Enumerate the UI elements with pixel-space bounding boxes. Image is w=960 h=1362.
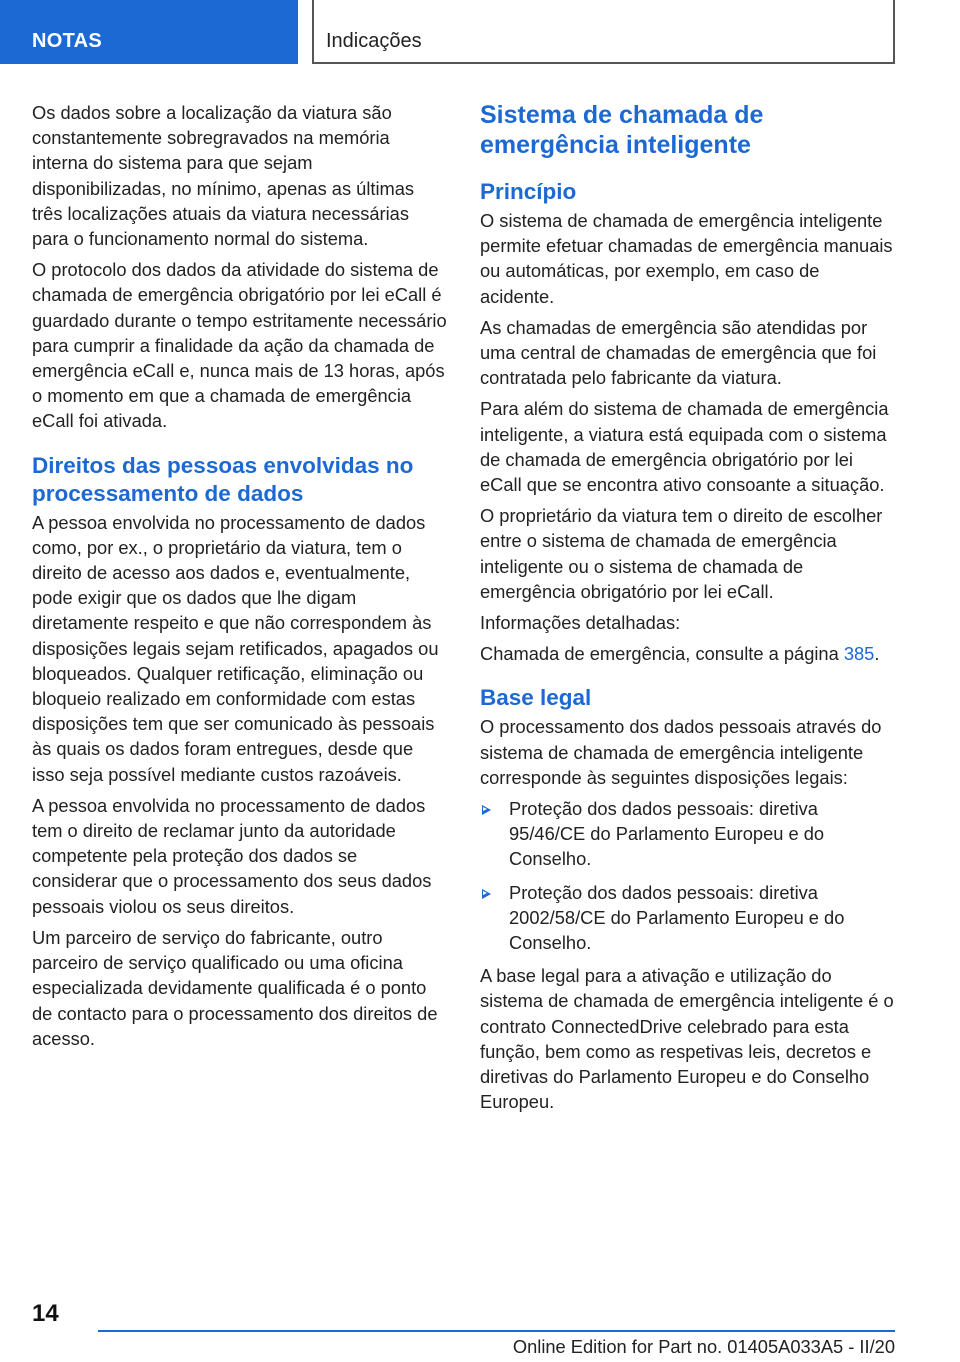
paragraph: O sistema de chamada de emergência inteligente permite efetuar chamadas de emergência manuais ou automáticas, por exemplo, em caso de acidente. xyxy=(480,210,893,307)
page-reference xyxy=(480,641,895,666)
page-number: 14 xyxy=(32,1300,59,1327)
section-heading-principle: Princípio xyxy=(480,179,577,204)
reference-text: Chamada de emergência, consulte a página xyxy=(480,643,844,665)
list-item-text: Proteção dos dados pessoais: diretiva 2002/58/CE do Parlamento Europeu e do Conselho. xyxy=(509,881,845,954)
edition-footer: Online Edition for Part no. 01405A033A5 - II/20 xyxy=(512,1336,895,1357)
page-title: Indicações xyxy=(312,0,895,64)
list-item xyxy=(480,880,895,956)
paragraph: As chamadas de emergência são atendidas por uma central de chamadas de emergência que foi contratada pelo fabricante da viatura. xyxy=(480,316,877,389)
section-heading-rights: Direitos das pessoas envolvidas no processamento de dados xyxy=(32,452,414,506)
reference-end: . xyxy=(874,643,880,665)
main-heading: Sistema de chamada de emergência inteligente xyxy=(480,101,764,159)
paragraph: A base legal para a ativação e utilização do sistema de chamada de emergência inteligente é o contrato ConnectedDrive celebrado para esta função, bem como as respetivas leis, decretos e diretivas do Parlamento Europeu e do Conselho Europeu. xyxy=(480,965,894,1113)
right-column xyxy=(480,100,895,1121)
section-heading-legal: Base legal xyxy=(480,685,592,711)
triangle-bullet-icon xyxy=(482,889,491,899)
page-link[interactable]: 385 xyxy=(843,643,875,665)
paragraph: Os dados sobre a localização da viatura são constantemente sobregravados na memória interna do sistema para que sejam disponibilizadas, no mínimo, apenas as últimas três localizações atuais da viatura necessárias para o funcionamento normal do sistema. xyxy=(32,102,415,250)
paragraph: O proprietário da viatura tem o direito de escolher entre o sistema de chamada de emergência inteligente ou o sistema de chamada de emergência obrigatório por lei eCall. xyxy=(480,505,883,602)
paragraph: Informações detalhadas: xyxy=(480,612,681,634)
paragraph: Um parceiro de serviço do fabricante, outro parceiro de serviço qualificado ou uma oficina especializada devidamente qualificada é o ponto de contacto para o processamento dos direitos de acesso. xyxy=(32,926,438,1049)
list-item xyxy=(480,796,895,872)
footer-divider xyxy=(98,1330,895,1332)
paragraph: A pessoa envolvida no processamento de dados tem o direito de reclamar junto da autoridade competente pela proteção dos dados se considerar que o processamento dos seus dados pessoais violou os seus direitos. xyxy=(32,794,432,917)
paragraph: A pessoa envolvida no processamento de dados como, por ex., o proprietário da viatura, tem o direito de acesso aos dados e, eventualmente, pode exigir que os dados que lhe digam diretamente respeito e que não correspondem às disposições legais sejam retificados, apagados ou bloqueados. Qualquer retificação, eliminação ou bloqueio realizado em conformidade com estas disposições tem que ser comunicado às pessoais às quais os dados foram entregues, desde que isso seja possível mediante custos razoáveis. xyxy=(32,511,439,785)
legal-list xyxy=(480,796,895,955)
left-column xyxy=(32,100,447,1057)
section-tab: NOTAS xyxy=(0,0,298,64)
triangle-bullet-icon xyxy=(482,805,491,815)
paragraph: O processamento dos dados pessoais através do sistema de chamada de emergência inteligente corresponde às seguintes disposições legais: xyxy=(480,716,882,788)
list-item-text: Proteção dos dados pessoais: diretiva 95/46/CE do Parlamento Europeu e do Conselho. xyxy=(509,798,825,870)
paragraph: O protocolo dos dados da atividade do sistema de chamada de emergência obrigatório por lei eCall é guardado durante o tempo estritamente necessário para cumprir a finalidade da ação da chamada de emergência eCall e, nunca mais de 13 horas, após o momento em que a chamada de emergência eCall foi ativada. xyxy=(32,259,447,432)
paragraph: Para além do sistema de chamada de emergência inteligente, a viatura está equipada com o sistema de chamada de emergência obrigatório por lei eCall que se encontra ativo consoante a situação. xyxy=(480,398,889,496)
